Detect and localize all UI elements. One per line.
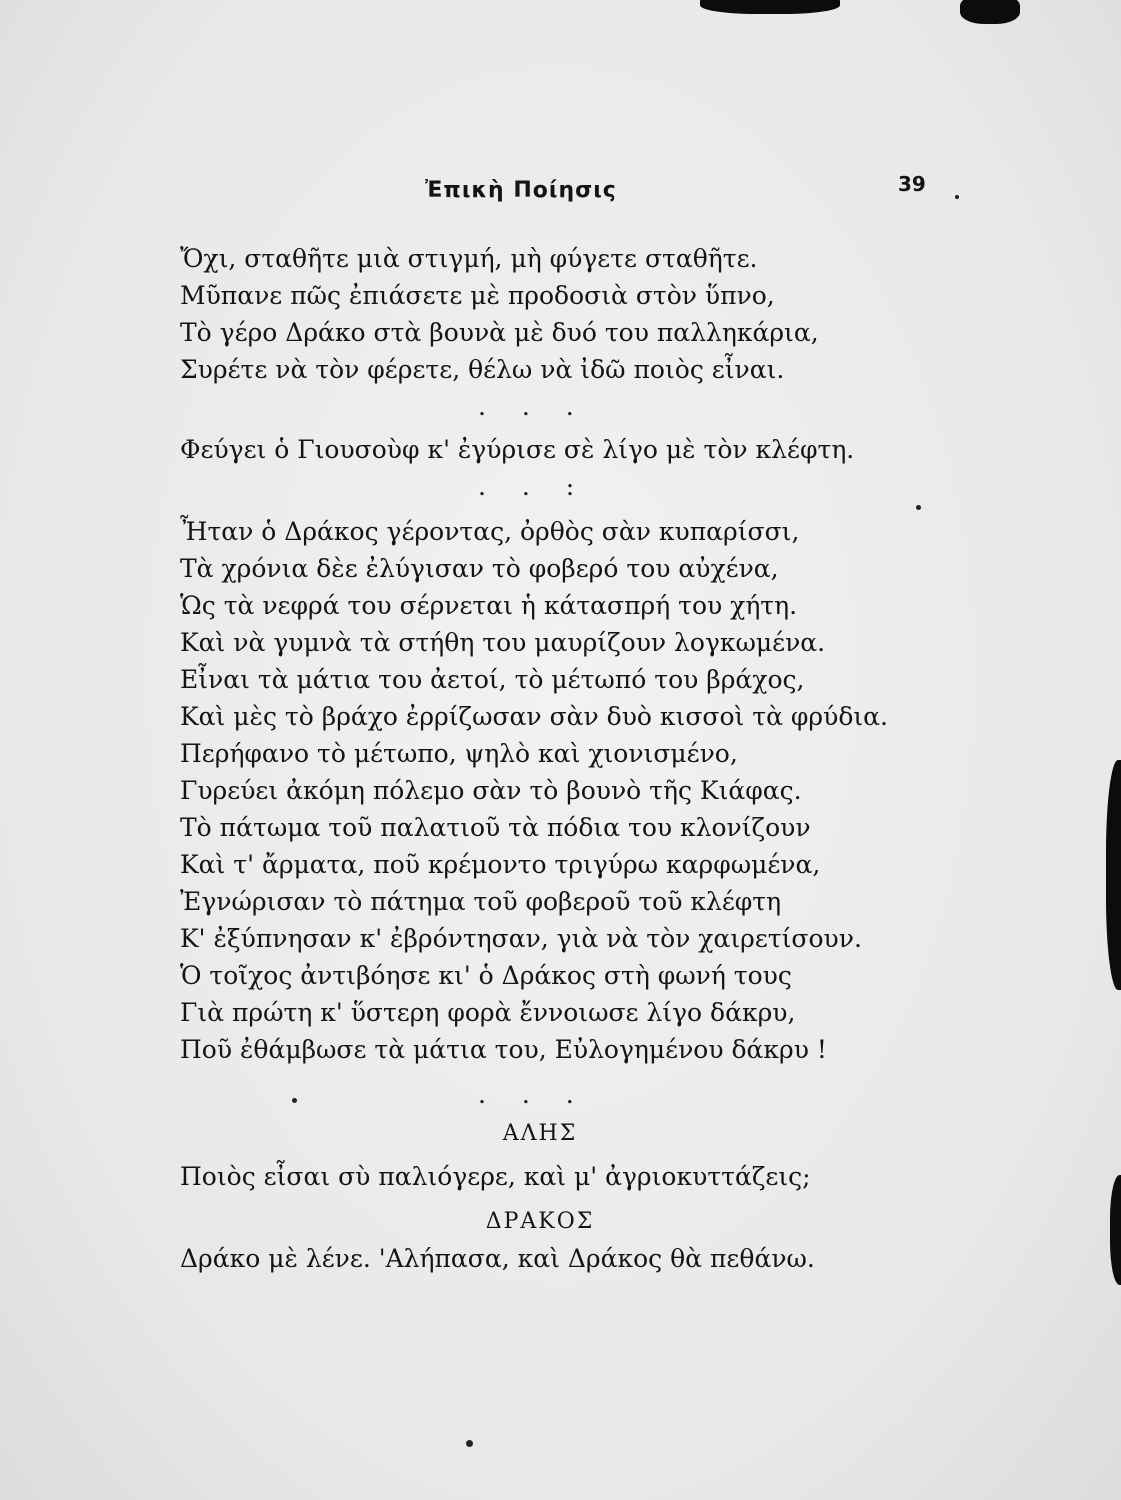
verse-line: Ἦταν ὁ Δράκος γέροντας, ὀρθὸς σὰν κυπαρίσσι,	[180, 517, 800, 546]
verse-line: Εἶναι τὰ μάτια του ἀετοί, τὸ μέτωπό του βράχος,	[180, 665, 805, 694]
verse-line: Ποῦ ἐθάμβωσε τὰ μάτια του, Εὐλογημένου δάκρυ !	[180, 1035, 827, 1064]
ink-speck	[466, 1440, 473, 1447]
verse-line: Ὁ τοῖχος ἀντιβόησε κι' ὁ Δράκος στὴ φωνή τους	[180, 961, 792, 990]
ink-speck	[916, 505, 921, 510]
verse-line: Μῦπανε πῶς ἐπιάσετε μὲ προδοσιὰ στὸν ὕπνο,	[180, 281, 775, 310]
verse-line: Τὸ γέρο Δράκο στὰ βουνὰ μὲ δυό του παλληκάρια,	[180, 318, 819, 347]
verse-line: Καὶ τ' ἄρματα, ποῦ κρέμοντο τριγύρω καρφωμένα,	[180, 850, 821, 879]
poem-text	[180, 240, 889, 1277]
right-edge-ink-mark	[1106, 760, 1121, 990]
verse-line: Γιὰ πρώτη κ' ὕστερη φορὰ ἔννοιωσε λίγο δάκρυ,	[180, 998, 796, 1027]
top-edge-ink-mark	[960, 0, 1020, 24]
section-separator: . . .	[478, 1080, 588, 1109]
verse-line: Δράκο μὲ λένε. 'Αλήπασα, καὶ Δράκος θὰ πεθάνω.	[180, 1244, 815, 1273]
verse-line: Ὄχι, σταθῆτε μιὰ στιγμή, μὴ φύγετε σταθῆτε.	[180, 244, 758, 273]
running-title: Ἐπικὴ Ποίησις	[425, 178, 617, 203]
top-edge-ink-mark	[700, 0, 840, 14]
verse-line: Περήφανο τὸ μέτωπο, ψηλὸ καὶ χιονισμένο,	[180, 739, 738, 768]
right-edge-ink-mark	[1110, 1175, 1121, 1285]
verse-line: Ὡς τὰ νεφρά του σέρνεται ἡ κάτασπρή του χήτη.	[180, 591, 798, 620]
speaker-name: ΔΡΑΚΟΣ	[485, 1209, 595, 1234]
speaker-name: ΑΛΗΣ	[502, 1121, 578, 1146]
verse-line: Φεύγει ὁ Γιουσοὺφ κ' ἐγύρισε σὲ λίγο μὲ τὸν κλέφτη.	[180, 435, 855, 464]
verse-line: Κ' ἐξύπνησαν κ' ἐβρόντησαν, γιὰ νὰ τὸν χαιρετίσουν.	[180, 924, 862, 953]
section-separator: . . :	[478, 472, 589, 501]
verse-line: Καὶ νὰ γυμνὰ τὰ στήθη του μαυρίζουν λογκωμένα.	[180, 628, 826, 657]
verse-line: Ἐγνώρισαν τὸ πάτημα τοῦ φοβεροῦ τοῦ κλέφτη	[180, 887, 782, 916]
verse-line: Καὶ μὲς τὸ βράχο ἐρρίζωσαν σὰν δυὸ κισσοὶ τὰ φρύδια.	[180, 702, 889, 731]
verse-line: Γυρεύει ἀκόμη πόλεμο σὰν τὸ βουνὸ τῆς Κιάφας.	[180, 776, 802, 805]
verse-line: Τὸ πάτωμα τοῦ παλατιοῦ τὰ πόδια του κλονίζουν	[180, 813, 811, 842]
page-number: 39	[898, 172, 926, 196]
page-header	[0, 172, 1121, 218]
verse-line: Ποιὸς εἶσαι σὺ παλιόγερε, καὶ μ' ἀγριοκυττάζεις;	[180, 1162, 811, 1191]
verse-line: Συρέτε νὰ τὸν φέρετε, θέλω νὰ ἰδῶ ποιὸς εἶναι.	[180, 355, 785, 384]
verse-line: Τὰ χρόνια δὲε ἐλύγισαν τὸ φοβερό του αὐχένα,	[180, 554, 779, 583]
section-separator: . . .	[478, 392, 588, 421]
